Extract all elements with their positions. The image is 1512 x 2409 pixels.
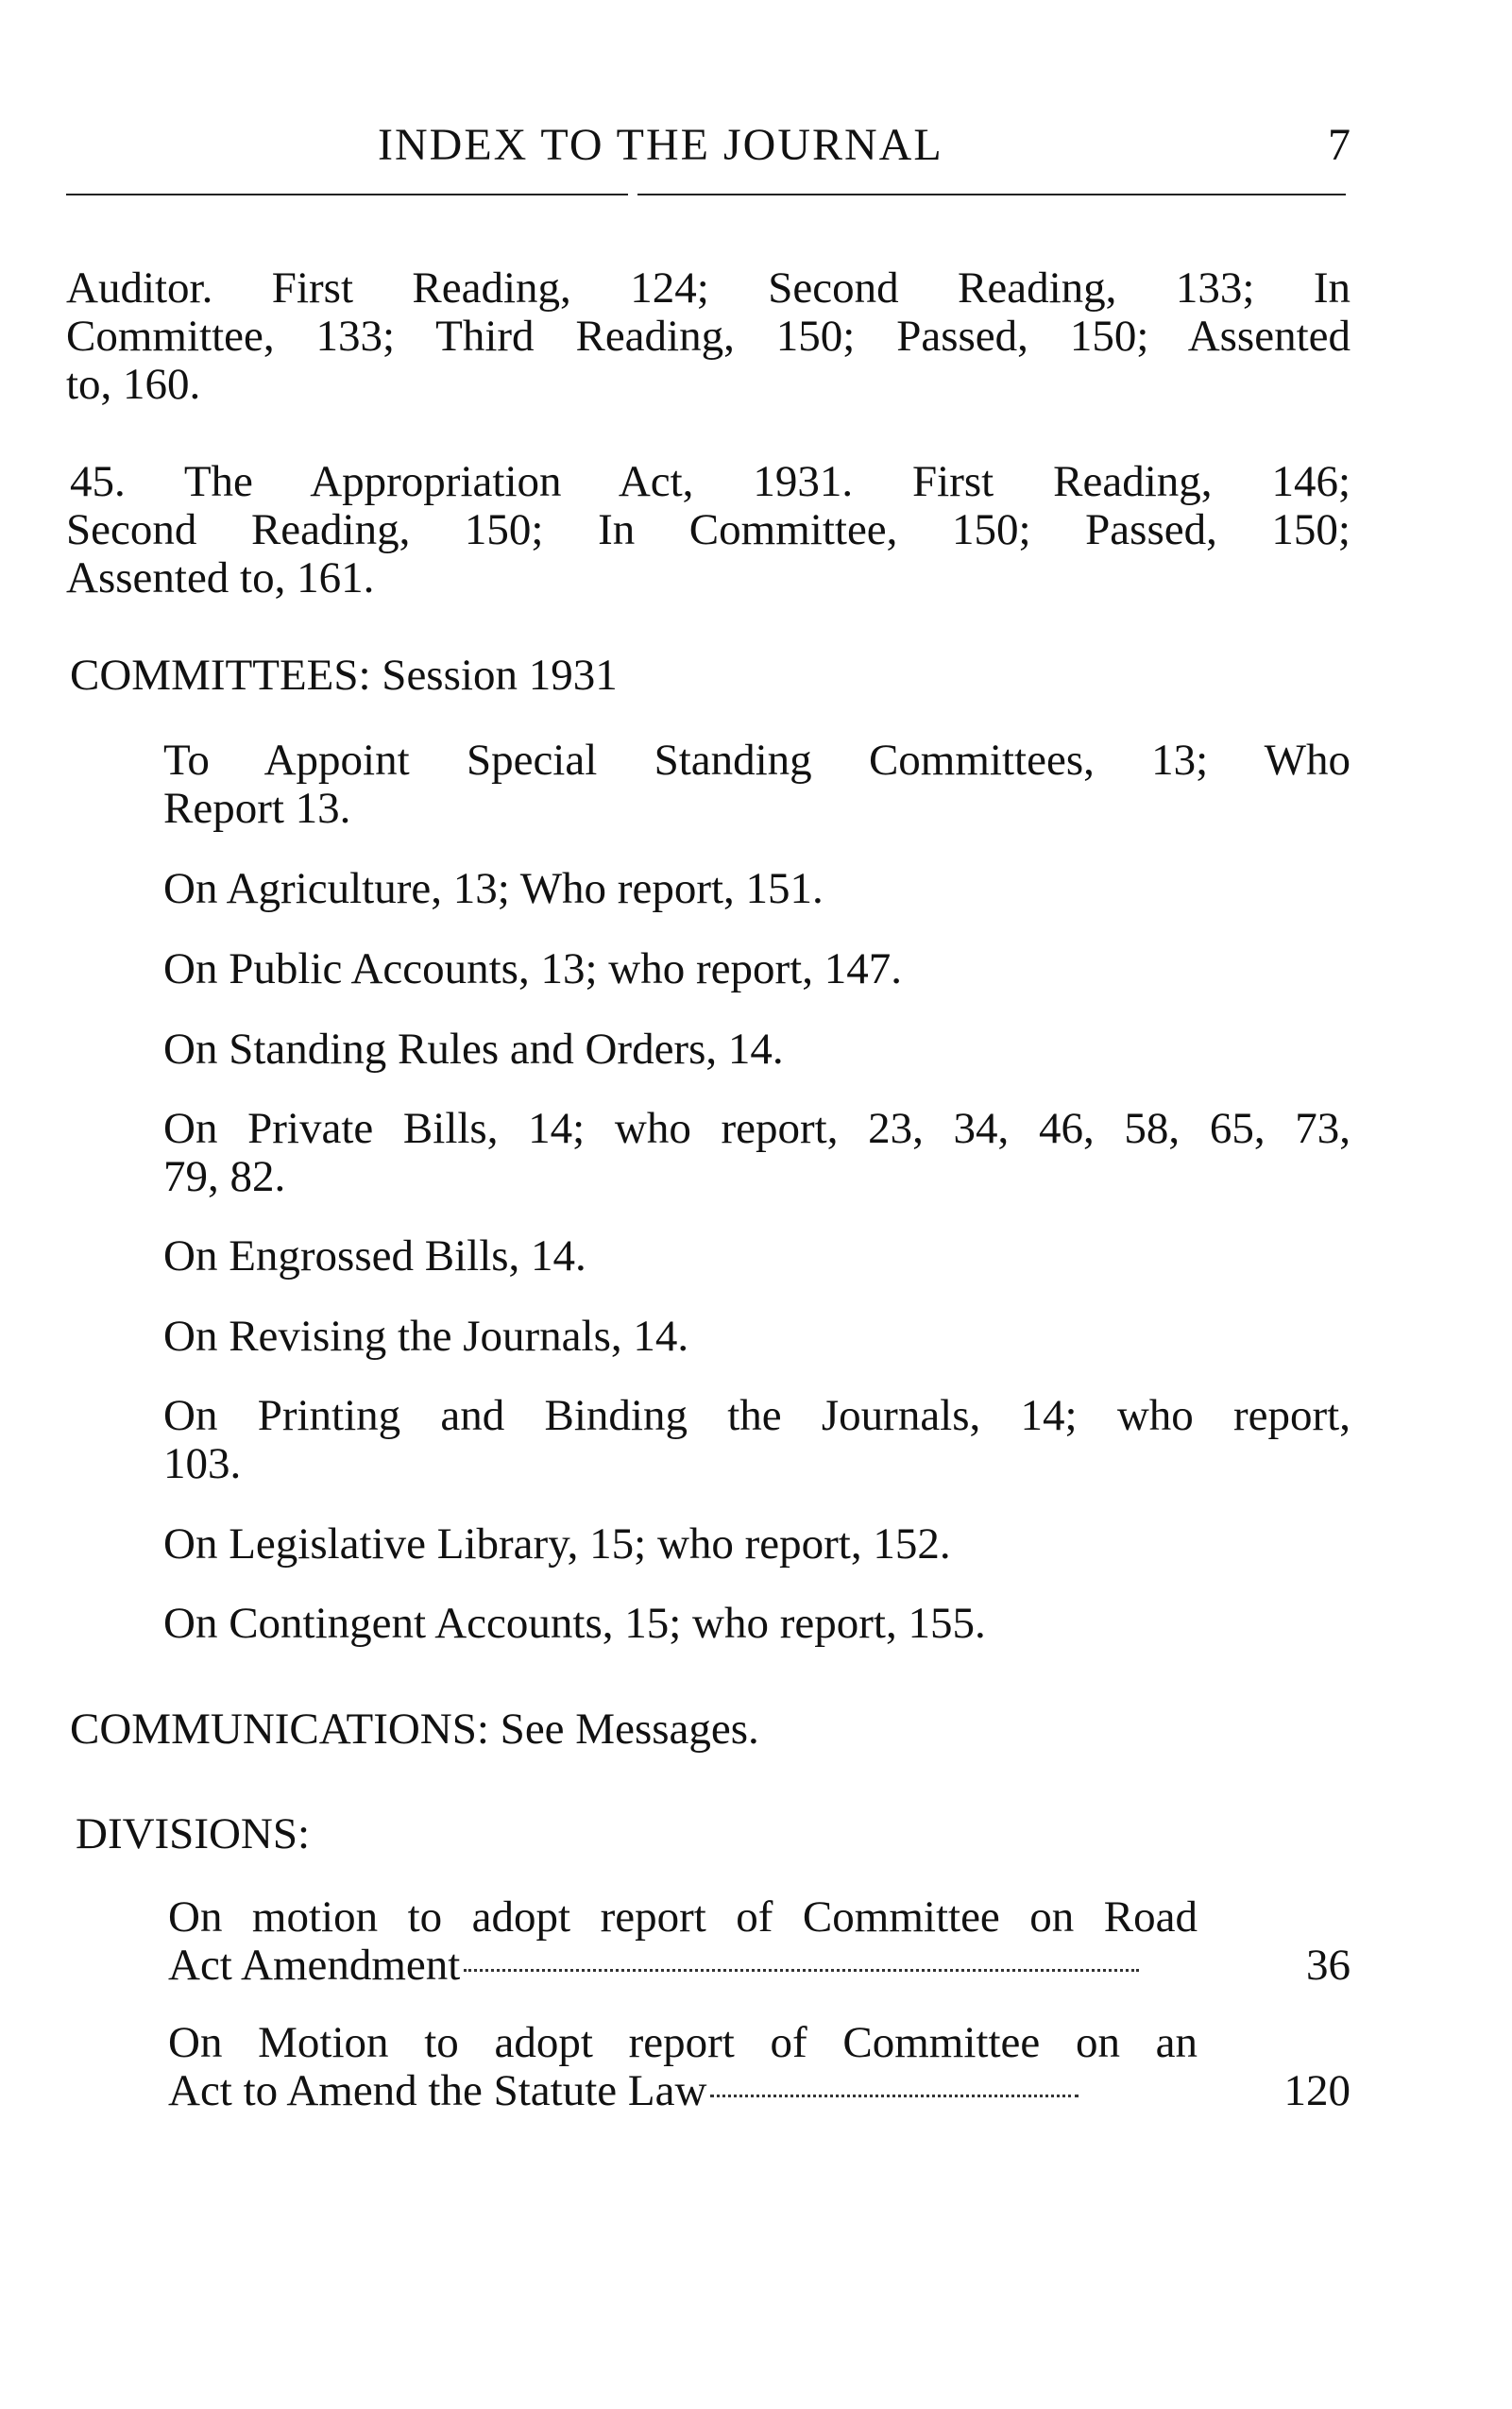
- division-line-leader: [168, 2067, 1351, 2115]
- committee-line: 103.: [163, 1439, 242, 1488]
- entry-line: Auditor. First Reading, 124; Second Reading, 133; In: [66, 263, 1351, 313]
- committees-heading: COMMITTEES: Session 1931: [70, 651, 618, 700]
- committee-line: On Agriculture, 13; Who report, 151.: [163, 864, 824, 913]
- header-rule-left: [66, 194, 628, 195]
- committee-item: [163, 737, 1351, 833]
- running-head: [66, 119, 1351, 176]
- committee-line: On Contingent Accounts, 15; who report, 155.: [163, 1599, 986, 1648]
- division-line: On Motion to adopt report of Committee on an: [168, 2018, 1198, 2067]
- entry-line: 45. The Appropriation Act, 1931. First Reading, 146;: [70, 457, 1351, 506]
- committee-line: On Standing Rules and Orders, 14.: [163, 1025, 784, 1074]
- entry-line: Assented to, 161.: [66, 553, 375, 602]
- entry-appropriation-act: [66, 458, 1351, 602]
- entry-auditor: [66, 264, 1351, 409]
- committee-line: Report 13.: [163, 784, 351, 833]
- committee-line: On Revising the Journals, 14.: [163, 1312, 689, 1361]
- committee-item: [163, 865, 1351, 913]
- committee-item: [163, 1232, 1351, 1281]
- division-line: On motion to adopt report of Committee on Road: [168, 1892, 1198, 1942]
- divisions-heading: DIVISIONS:: [76, 1809, 311, 1858]
- entry-line: Committee, 133; Third Reading, 150; Passed, 150; Assented: [66, 312, 1351, 361]
- division-page-number: 120: [1283, 2066, 1351, 2115]
- page-title: INDEX TO THE JOURNAL: [378, 120, 943, 170]
- committee-line: On Printing and Binding the Journals, 14; who report,: [163, 1391, 1351, 1440]
- committee-item: [163, 1105, 1351, 1201]
- committee-item: [163, 1313, 1351, 1361]
- committee-line: On Engrossed Bills, 14.: [163, 1231, 586, 1281]
- committee-item: [163, 1026, 1351, 1074]
- division-line: Act Amendment: [168, 1941, 461, 1990]
- committee-line: 79, 82.: [163, 1152, 286, 1201]
- division-line-leader: [168, 1942, 1351, 1990]
- page-number: 7: [1328, 120, 1351, 170]
- committee-line: To Appoint Special Standing Committees, 13; Who: [163, 736, 1351, 785]
- committee-line: On Public Accounts, 13; who report, 147.: [163, 944, 902, 993]
- division-page-number: 36: [1306, 1941, 1351, 1990]
- committee-item: [163, 1520, 1351, 1569]
- dot-leader: [710, 2095, 1079, 2097]
- committee-line: On Legislative Library, 15; who report, 152.: [163, 1519, 951, 1569]
- division-item: [168, 2019, 1351, 2115]
- committee-item: [163, 1600, 1351, 1648]
- entry-line: to, 160.: [66, 360, 201, 409]
- division-item: [168, 1893, 1351, 1990]
- header-rule-right: [637, 194, 1346, 195]
- committee-line: On Private Bills, 14; who report, 23, 34, 46, 58, 65, 73,: [163, 1104, 1351, 1153]
- division-line: Act to Amend the Statute Law: [168, 2066, 707, 2115]
- dot-leader: [464, 1969, 1139, 1972]
- committee-item: [163, 945, 1351, 993]
- entry-line: Second Reading, 150; In Committee, 150; Passed, 150;: [66, 505, 1351, 554]
- committee-item: [163, 1392, 1351, 1488]
- communications-heading: COMMUNICATIONS: See Messages.: [70, 1705, 759, 1754]
